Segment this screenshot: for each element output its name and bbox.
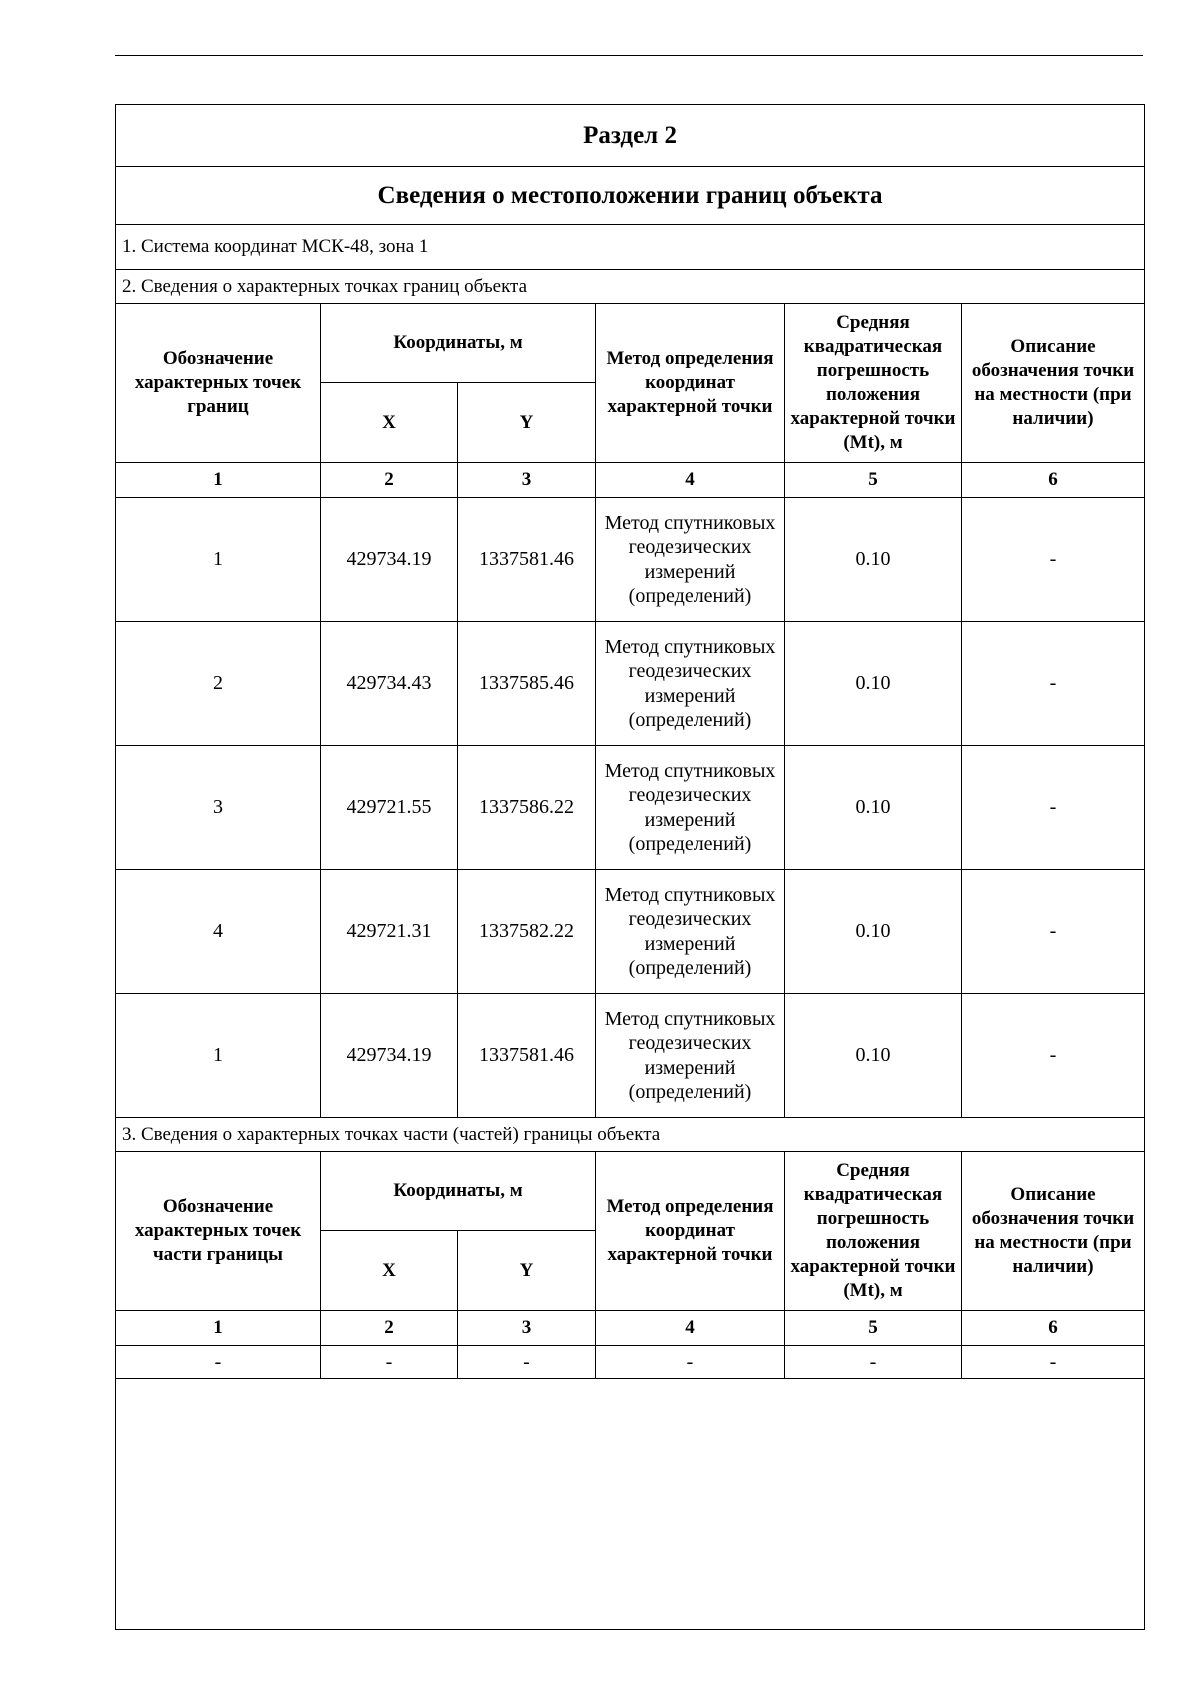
col-number: 2 [321, 1311, 458, 1346]
col-number: 5 [785, 1311, 962, 1346]
description-value: - [962, 746, 1145, 870]
description-value: - [962, 622, 1145, 746]
section-2-form [115, 104, 1145, 1630]
col-coords-header: Координаты, м [321, 1152, 596, 1231]
method-value: Метод спутниковых геодезических измерений (определений) [596, 870, 785, 994]
section-title: Сведения о местоположении границ объекта [116, 167, 1145, 225]
y-value: - [458, 1346, 596, 1379]
point-number: - [116, 1346, 321, 1379]
col-number: 4 [596, 463, 785, 498]
point-number: 3 [116, 746, 321, 870]
method-value: Метод спутниковых геодезических измерений (определений) [596, 622, 785, 746]
x-value: - [321, 1346, 458, 1379]
col-number: 1 [116, 463, 321, 498]
col-y-header: Y [458, 1231, 596, 1311]
rmse-value: 0.10 [785, 870, 962, 994]
method-value: Метод спутниковых геодезических измерений (определений) [596, 498, 785, 622]
y-value: 1337585.46 [458, 622, 596, 746]
col-method-header: Метод определения координат характерной точки [596, 1152, 785, 1311]
header-rule [115, 55, 1143, 56]
rmse-value: 0.10 [785, 498, 962, 622]
col-designation-header: Обозначение характерных точек части границы [116, 1152, 321, 1311]
col-description-header: Описание обозначения точки на местности (при наличии) [962, 304, 1145, 463]
rmse-value: 0.10 [785, 622, 962, 746]
method-value: Метод спутниковых геодезических измерений (определений) [596, 994, 785, 1118]
point-number: 4 [116, 870, 321, 994]
description-value: - [962, 1346, 1145, 1379]
rmse-value: 0.10 [785, 746, 962, 870]
section-label: Раздел 2 [116, 105, 1145, 167]
x-value: 429734.19 [321, 994, 458, 1118]
blank-area [116, 1379, 1145, 1630]
y-value: 1337586.22 [458, 746, 596, 870]
description-value: - [962, 870, 1145, 994]
col-method-header: Метод определения координат характерной точки [596, 304, 785, 463]
col-number: 3 [458, 1311, 596, 1346]
method-value: - [596, 1346, 785, 1379]
table-row [116, 1346, 1145, 1379]
description-value: - [962, 498, 1145, 622]
x-value: 429721.55 [321, 746, 458, 870]
col-designation-header: Обозначение характерных точек границ [116, 304, 321, 463]
col-number: 6 [962, 1311, 1145, 1346]
table-row [116, 746, 1145, 870]
x-value: 429721.31 [321, 870, 458, 994]
y-value: 1337581.46 [458, 498, 596, 622]
col-rmse-header: Средняя квадратическая погрешность положения характерной точки (Mt), м [785, 304, 962, 463]
col-description-header: Описание обозначения точки на местности (при наличии) [962, 1152, 1145, 1311]
parts-heading: 3. Сведения о характерных точках части (частей) границы объекта [116, 1118, 1145, 1152]
x-value: 429734.19 [321, 498, 458, 622]
coord-system-line: 1. Система координат МСК-48, зона 1 [116, 225, 1145, 270]
col-number: 4 [596, 1311, 785, 1346]
col-number: 5 [785, 463, 962, 498]
col-number: 3 [458, 463, 596, 498]
y-value: 1337581.46 [458, 994, 596, 1118]
x-value: 429734.43 [321, 622, 458, 746]
col-number: 1 [116, 1311, 321, 1346]
y-value: 1337582.22 [458, 870, 596, 994]
points-heading: 2. Сведения о характерных точках границ объекта [116, 270, 1145, 304]
col-number: 2 [321, 463, 458, 498]
point-number: 2 [116, 622, 321, 746]
col-x-header: X [321, 383, 458, 463]
rmse-value: - [785, 1346, 962, 1379]
col-x-header: X [321, 1231, 458, 1311]
rmse-value: 0.10 [785, 994, 962, 1118]
table-row [116, 498, 1145, 622]
col-rmse-header: Средняя квадратическая погрешность положения характерной точки (Mt), м [785, 1152, 962, 1311]
point-number: 1 [116, 498, 321, 622]
table-row [116, 870, 1145, 994]
description-value: - [962, 994, 1145, 1118]
col-coords-header: Координаты, м [321, 304, 596, 383]
point-number: 1 [116, 994, 321, 1118]
table-row [116, 622, 1145, 746]
col-number: 6 [962, 463, 1145, 498]
table-row [116, 994, 1145, 1118]
col-y-header: Y [458, 383, 596, 463]
method-value: Метод спутниковых геодезических измерений (определений) [596, 746, 785, 870]
